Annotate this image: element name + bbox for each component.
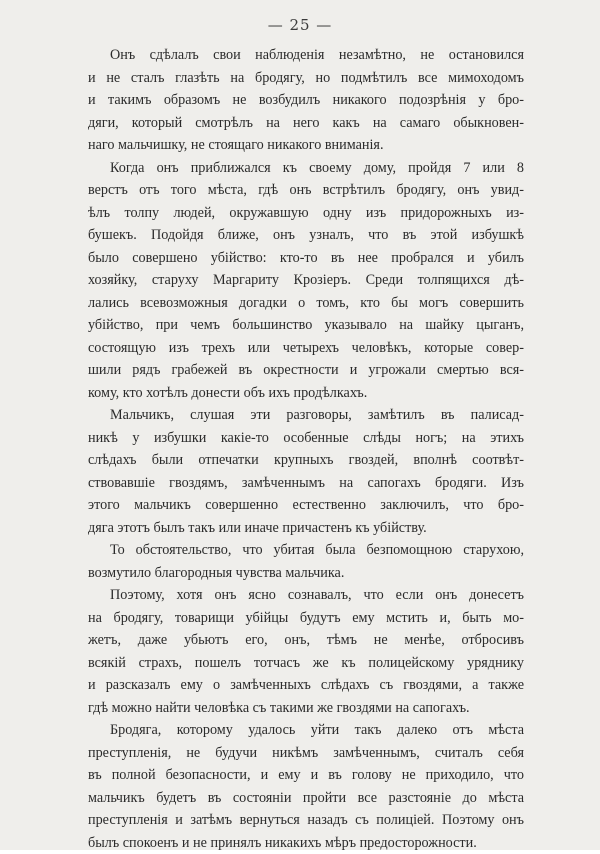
text-line: наго мальчишку, не стоящаго никакого вниманія. (88, 134, 524, 157)
text-line: былъ спокоенъ и не принялъ никакихъ мѣръ предосторожности. (88, 832, 524, 854)
text-line: дяга этотъ былъ такъ или иначе причастенъ къ убійству. (88, 517, 524, 540)
text-line: лались всевозможныя догадки о томъ, кто бы могъ совершить (88, 292, 524, 315)
text-line: на бродягу, товарищи убійцы будутъ ему мстить и, быть мо- (88, 607, 524, 630)
text-line: шили рядъ грабежей въ окрестности и угрожали смертью вся- (88, 359, 524, 382)
text-line: преступленія, не будучи никѣмъ замѣченнымъ, считалъ себя (88, 742, 524, 765)
text-line: состоящую изъ трехъ или четырехъ человѣкъ, которые совер- (88, 337, 524, 360)
text-line: Поэтому, хотя онъ ясно сознавалъ, что если онъ донесетъ (88, 584, 524, 607)
paragraph (88, 584, 524, 719)
text-line: ѣлъ толпу людей, окружавшую одну изъ придорожныхъ из- (88, 202, 524, 225)
body-text (88, 44, 524, 854)
text-line: никѣ у избушки какіе-то особенные слѣды ногъ; на этихъ (88, 427, 524, 450)
paragraph (88, 44, 524, 157)
text-line: преступленія и затѣмъ вернуться назадъ съ полиціей. Поэтому онъ (88, 809, 524, 832)
text-line: хозяйку, старуху Маргариту Крозіеръ. Среди толпящихся дѣ- (88, 269, 524, 292)
paragraph (88, 719, 524, 854)
text-line: убійство, при чемъ большинство указывало на шайку цыганъ, (88, 314, 524, 337)
text-line: Мальчикъ, слушая эти разговоры, замѣтилъ въ палисад- (88, 404, 524, 427)
text-line: этого мальчикъ совершенно естественно заключилъ, что бро- (88, 494, 524, 517)
text-line: ствовавшіе гвоздямъ, замѣченнымъ на сапогахъ бродяги. Изъ (88, 472, 524, 495)
text-line: слѣдахъ были отпечатки крупныхъ гвоздей, вполнѣ соотвѣт- (88, 449, 524, 472)
text-line: Бродяга, которому удалось уйти такъ далеко отъ мѣста (88, 719, 524, 742)
text-line: бушекъ. Подойдя ближе, онъ узналъ, что въ этой избушкѣ (88, 224, 524, 247)
text-line: кому, кто хотѣлъ донести объ ихъ продѣлкахъ. (88, 382, 524, 405)
paragraph (88, 404, 524, 539)
text-line: жетъ, даже убьютъ его, онъ, тѣмъ не менѣе, отбросивъ (88, 629, 524, 652)
text-line: и такимъ образомъ не возбудилъ никакого подозрѣнія у бро- (88, 89, 524, 112)
text-line: мальчикъ будетъ въ состояніи пройти все разстояніе до мѣста (88, 787, 524, 810)
text-line: дяги, который смотрѣлъ на него какъ на самаго обыкновен- (88, 112, 524, 135)
text-line: и не сталъ глазѣть на бродягу, но подмѣтилъ все мимоходомъ (88, 67, 524, 90)
text-line: было совершено убійство: кто-то въ нее пробрался и убилъ (88, 247, 524, 270)
text-line: и разсказалъ ему о замѣченныхъ слѣдахъ съ гвоздями, а также (88, 674, 524, 697)
text-line: То обстоятельство, что убитая была безпомощною старухою, (88, 539, 524, 562)
text-line: возмутило благородныя чувства мальчика. (88, 562, 524, 585)
text-line: гдѣ можно найти человѣка съ такими же гвоздями на сапогахъ. (88, 697, 524, 720)
text-line: Онъ сдѣлалъ свои наблюденія незамѣтно, не остановился (88, 44, 524, 67)
text-line: верстъ отъ того мѣста, гдѣ онъ встрѣтилъ бродягу, онъ увид- (88, 179, 524, 202)
text-line: всякій страхъ, пошелъ тотчасъ же къ полицейскому уряднику (88, 652, 524, 675)
paragraph (88, 157, 524, 405)
text-line: въ полной безопасности, и ему и въ голову не приходило, что (88, 764, 524, 787)
paragraph (88, 539, 524, 584)
page-number: — 25 — (0, 16, 600, 34)
text-line: Когда онъ приближался къ своему дому, пройдя 7 или 8 (88, 157, 524, 180)
